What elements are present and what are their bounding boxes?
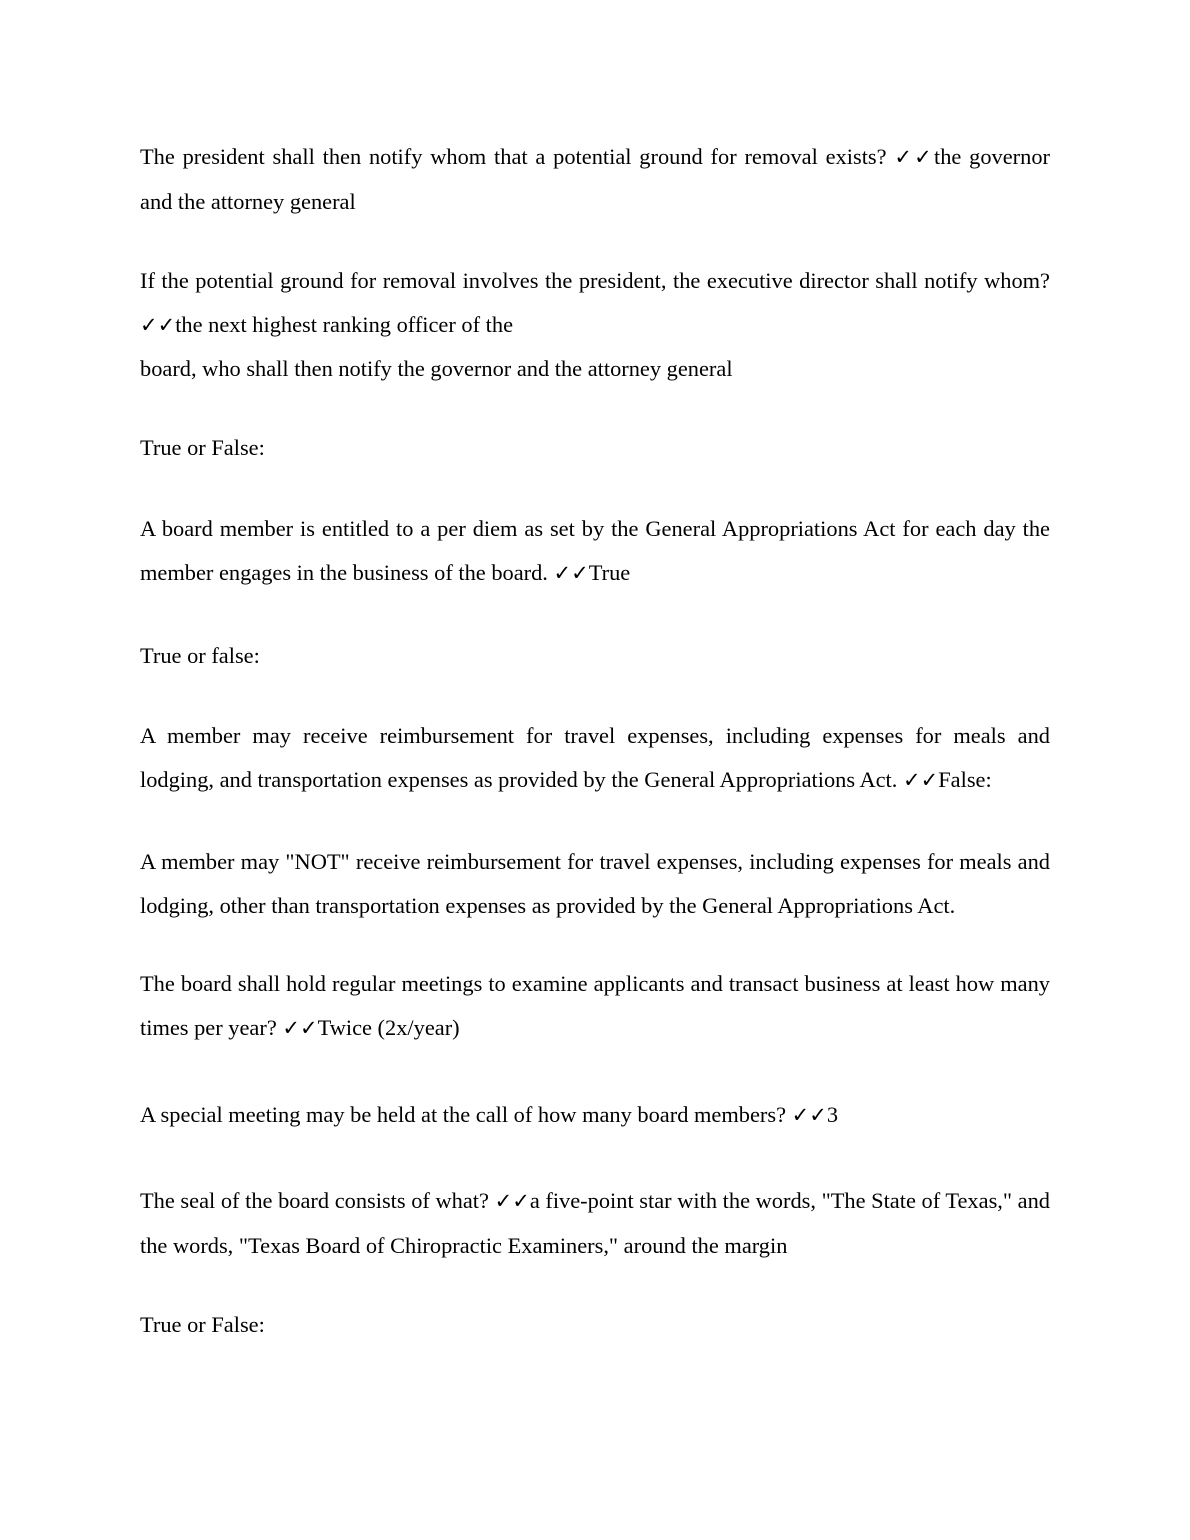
answer-text: the governor and the attorney general [140,144,1050,214]
answer-text: False: [938,766,992,792]
question-text: A special meeting may be held at the call of how many board members? [140,1102,787,1127]
true-false-heading-1: True or False: [140,435,265,460]
explanation-paragraph: A member may "NOT" receive reimbursement for travel expenses, including expenses for meals and lodging, other than transportation expenses as provided by the General Appropriations Act. [140,849,1050,918]
qa-paragraph-7 [140,1179,1050,1267]
question-text: The board shall hold regular meetings to examine applicants and transact business at least how many times per year? [140,971,1050,1040]
qa-paragraph-2 [140,259,1050,391]
answer-text: the next highest ranking officer of the [175,311,514,337]
qa-paragraph-6 [140,1093,1050,1138]
answer-text-continued: board, who shall then notify the governor and the attorney general [140,356,733,381]
double-check-icon: ✓✓ [791,1103,827,1127]
document-page [140,0,1050,1540]
answer-text: True [588,559,631,585]
answer-text: a five-point star with the words, "The State of Texas," and the words, "Texas Board of Chiropractic Examiners," around the margin [140,1188,1050,1258]
double-check-icon: ✓✓ [553,560,589,585]
double-check-icon: ✓✓ [894,145,934,169]
question-text: A member may receive reimbursement for travel expenses, including expenses for meals and lodging, and transportation expenses as provided by the General Appropriations Act. [140,723,1050,792]
double-check-icon: ✓✓ [494,1189,530,1213]
true-false-heading-2: True or false: [140,643,260,668]
answer-text: Twice (2x/year) [317,1014,460,1040]
qa-paragraph-4 [140,714,1050,802]
qa-paragraph-1 [140,135,1050,223]
double-check-icon: ✓✓ [140,312,176,337]
question-text: The seal of the board consists of what? [140,1188,489,1213]
true-false-heading-3: True or False: [140,1312,265,1337]
qa-paragraph-3 [140,507,1050,595]
qa-paragraph-5 [140,962,1050,1050]
question-text: The president shall then notify whom that a potential ground for removal exists? [140,144,887,169]
double-check-icon: ✓✓ [903,767,939,792]
question-text: A board member is entitled to a per diem as set by the General Appropriations Act for each day the member engages in the business of the board. [140,516,1050,585]
question-text: If the potential ground for removal involves the president, the executive director shall notify whom? [140,268,1050,293]
double-check-icon: ✓✓ [282,1015,318,1040]
answer-text: 3 [826,1102,839,1127]
